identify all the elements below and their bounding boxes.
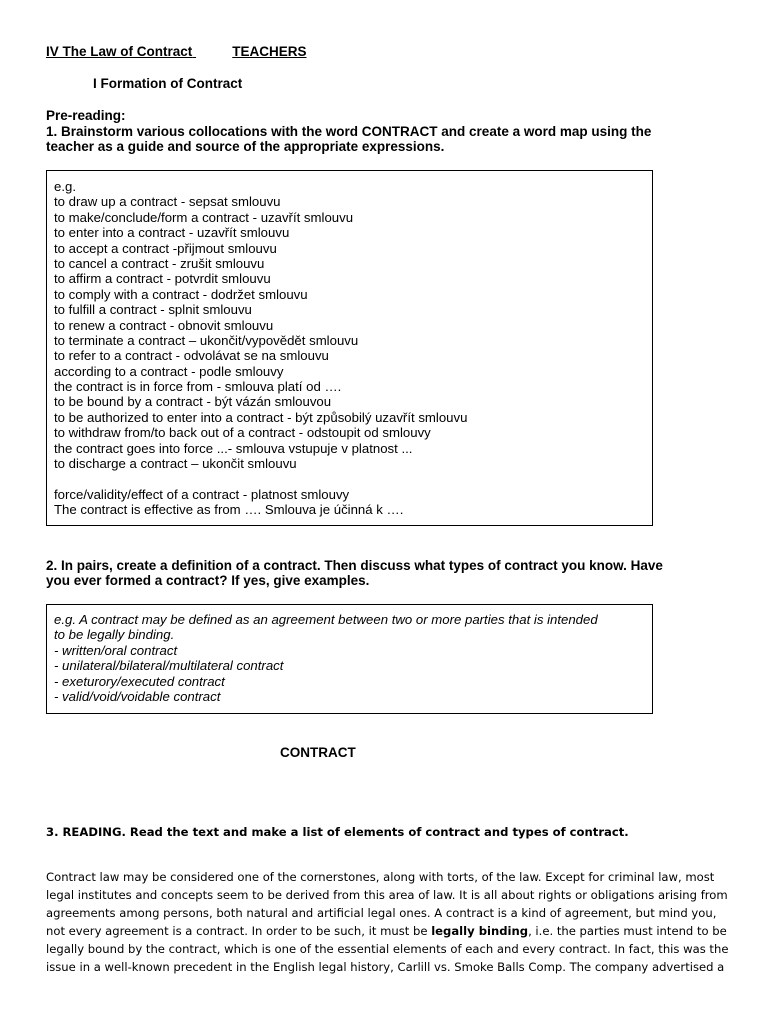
- reading-line: legally bound by the contract, which is one of the essential elements of each and every contract. In fact, this was the: [46, 942, 729, 956]
- reading-line: [46, 922, 726, 940]
- definition-line: to be legally binding.: [54, 627, 175, 643]
- contract-heading: CONTRACT: [280, 745, 356, 760]
- reading-line-part: , i.e. the parties must intend to be: [528, 924, 727, 938]
- list-item: to be bound by a contract - být vázán smlouvou: [54, 394, 332, 410]
- legally-binding-term: legally binding: [431, 924, 529, 938]
- list-item: to affirm a contract - potvrdit smlouvu: [54, 271, 271, 287]
- list-item: the contract is in force from - smlouva platí od ….: [54, 379, 342, 395]
- task2-line-1: 2. In pairs, create a definition of a contract. Then discuss what types of contract you know. Have: [46, 558, 663, 573]
- reading-line: issue in a well-known precedent in the English legal history, Carlill vs. Smoke Balls Comp. The company advertised a: [46, 960, 725, 974]
- definition-box: [46, 604, 653, 714]
- prereading-label: Pre-reading:: [46, 108, 126, 123]
- reading-line: agreements among persons, both natural and artificial legal ones. A contract is a kind of agreement, but mind you,: [46, 906, 717, 920]
- unit-title: IV The Law of Contract: [46, 44, 193, 59]
- list-item: to accept a contract -přijmout smlouvu: [54, 240, 277, 256]
- reading-line-part: not every agreement is a contract. In order to be such, it must be: [46, 924, 432, 938]
- task1-instruction: [46, 124, 736, 154]
- definition-line: - valid/void/voidable contract: [54, 688, 221, 704]
- list-item: to terminate a contract – ukončit/vypovědět smlouvu: [54, 332, 359, 348]
- definition-line: - exeturory/executed contract: [54, 673, 225, 689]
- list-item: according to a contract - podle smlouvy: [54, 363, 284, 379]
- reading-line: Contract law may be considered one of the cornerstones, along with torts, of the law. Except for criminal law, most: [46, 870, 715, 884]
- definition-list: [54, 612, 598, 704]
- reading-task-title: 3. READING. Read the text and make a list of elements of contract and types of contract.: [46, 825, 629, 839]
- list-item: to renew a contract - obnovit smlouvu: [54, 317, 274, 333]
- unit-heading: [46, 44, 307, 59]
- list-spacer: [54, 471, 467, 486]
- collocations-box: [46, 170, 653, 526]
- heading-underline-gap: [192, 44, 232, 59]
- reading-line: legal institutes and concepts seem to be derived from this area of law. It is all about rights or obligations arising from: [46, 888, 728, 902]
- list-item: the contract goes into force ...- smlouva vstupuje v platnost ...: [54, 440, 413, 456]
- list-item: The contract is effective as from …. Smlouva je účinná k ….: [54, 502, 404, 518]
- list-item: e.g.: [54, 179, 76, 194]
- task1-line-1: 1. Brainstorm various collocations with the word CONTRACT and create a word map using the: [46, 124, 652, 139]
- list-item: to comply with a contract - dodržet smlouvu: [54, 286, 308, 302]
- task2-line-2: you ever formed a contract? If yes, give examples.: [46, 573, 370, 588]
- list-item: to fulfill a contract - splnit smlouvu: [54, 302, 252, 318]
- collocations-list: [54, 179, 467, 518]
- task1-line-2: teacher as a guide and source of the appropriate expressions.: [46, 139, 445, 154]
- definition-line: e.g. A contract may be defined as an agreement between two or more parties that is intended: [54, 612, 598, 627]
- section-title: I Formation of Contract: [93, 76, 243, 91]
- list-item: to discharge a contract – ukončit smlouvu: [54, 456, 297, 472]
- task2-instruction: [46, 558, 736, 588]
- list-item: to enter into a contract - uzavřít smlouvu: [54, 225, 290, 241]
- list-item: force/validity/effect of a contract - platnost smlouvy: [54, 486, 350, 502]
- definition-line: - unilateral/bilateral/multilateral contract: [54, 658, 284, 674]
- reading-text: [46, 868, 729, 976]
- list-item: to withdraw from/to back out of a contract - odstoupit od smlouvy: [54, 425, 431, 441]
- definition-line: - written/oral contract: [54, 642, 178, 658]
- list-item: to refer to a contract - odvolávat se na smlouvu: [54, 348, 329, 364]
- list-item: to be authorized to enter into a contract - být způsobilý uzavřít smlouvu: [54, 409, 468, 425]
- list-item: to draw up a contract - sepsat smlouvu: [54, 194, 281, 210]
- list-item: to make/conclude/form a contract - uzavřít smlouvu: [54, 209, 354, 225]
- audience-label: TEACHERS: [232, 44, 307, 59]
- list-item: to cancel a contract - zrušit smlouvu: [54, 255, 265, 271]
